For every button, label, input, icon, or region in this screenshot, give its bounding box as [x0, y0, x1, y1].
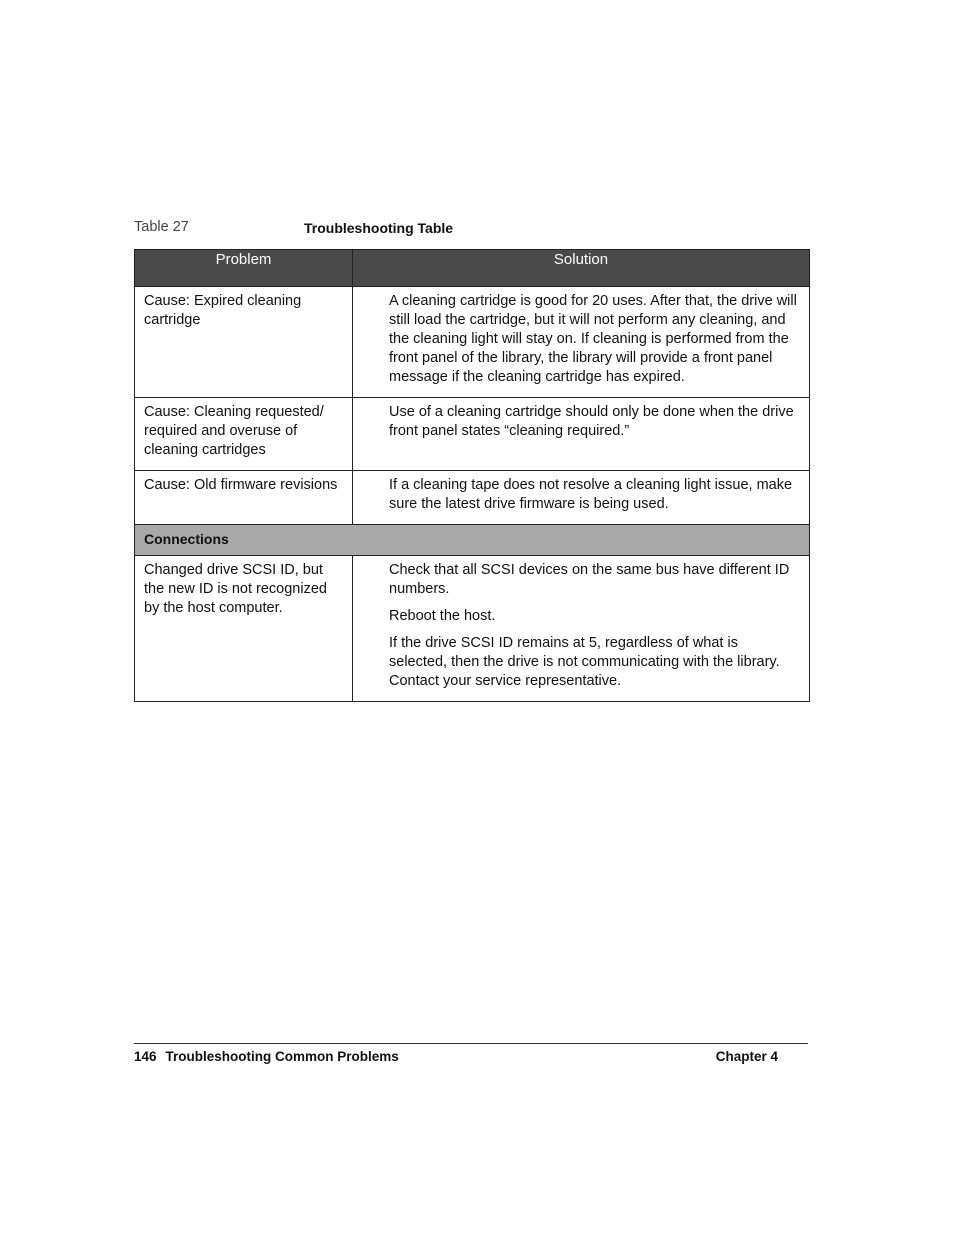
table-row [135, 471, 810, 525]
solution-text: Reboot the host. [389, 608, 496, 624]
section-row-connections [135, 525, 810, 556]
table-caption [134, 219, 810, 239]
table-row [135, 287, 810, 398]
footer-left [134, 1049, 399, 1064]
footer-section-title: Troubleshooting Common Problems [165, 1049, 399, 1064]
footer-divider [134, 1043, 808, 1044]
problem-cell: Cause: Cleaning requested/ required and overuse of cleaning cartridges [135, 398, 353, 471]
header-solution: Solution [353, 250, 810, 287]
table-header-row [135, 250, 810, 287]
problem-cell: Cause: Expired cleaning cartridge [135, 287, 353, 398]
table-number: Table 27 [134, 219, 189, 235]
footer-chapter: Chapter 4 [715, 1049, 778, 1064]
solution-cell [353, 471, 810, 525]
solution-text: If the drive SCSI ID remains at 5, regardless of what is selected, then the drive is not communicating with the library. Contact your service representative. [389, 635, 780, 689]
table-title: Troubleshooting Table [304, 220, 454, 236]
section-heading: Connections [135, 525, 810, 556]
solution-text: Check that all SCSI devices on the same bus have different ID numbers. [389, 562, 790, 597]
problem-cell: Cause: Old firmware revisions [135, 471, 353, 525]
table-row [135, 556, 810, 702]
solution-text: If a cleaning tape does not resolve a cleaning light issue, make sure the latest drive firmware is being used. [389, 477, 793, 512]
header-problem: Problem [135, 250, 353, 287]
problem-cell: Changed drive SCSI ID, but the new ID is not recognized by the host computer. [135, 556, 353, 702]
troubleshooting-table [134, 249, 810, 702]
solution-cell [353, 287, 810, 398]
page-footer [134, 1049, 778, 1067]
page-number: 146 [134, 1049, 157, 1064]
solution-cell [353, 398, 810, 471]
table-row [135, 398, 810, 471]
solution-text: Use of a cleaning cartridge should only be done when the drive front panel states “cleaning required.” [389, 404, 794, 439]
solution-cell [353, 556, 810, 702]
solution-text: A cleaning cartridge is good for 20 uses. After that, the drive will still load the cartridge, but it will not perform any cleaning, and the cleaning light will stay on. If cleaning is performed from the front panel of the library, the library will provide a front panel message if the cleaning cartridge has expired. [389, 293, 797, 385]
